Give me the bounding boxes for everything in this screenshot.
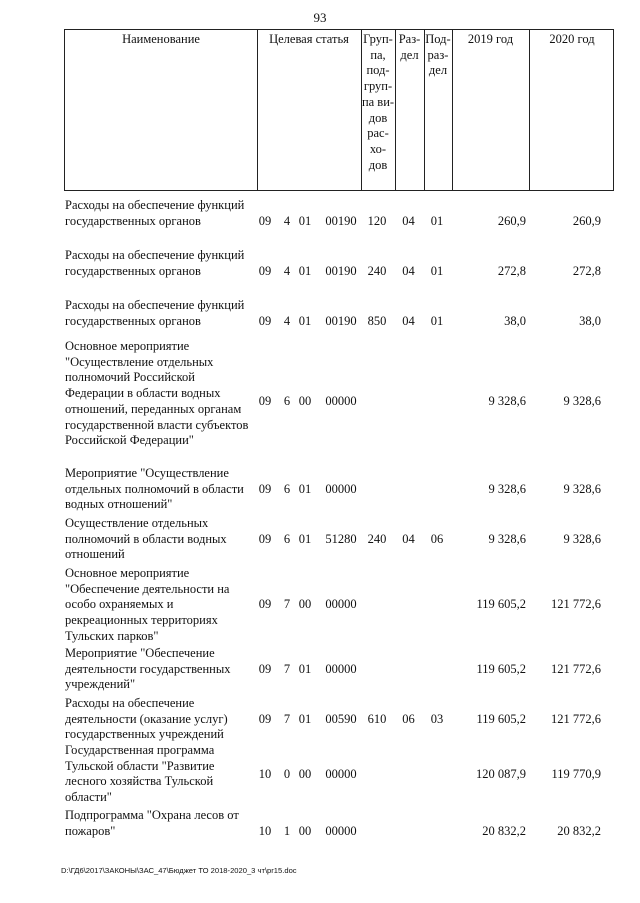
header-year-2019: 2019 год — [467, 32, 514, 46]
year-2019-amount: 9 328,6 — [488, 481, 526, 496]
row-name: Мероприятие "Обеспечение деятельности государственных учреждений" — [65, 646, 231, 692]
table-row — [64, 516, 614, 563]
table-row — [64, 743, 614, 806]
target-subprogram-code: 4 — [283, 263, 291, 278]
target-event-code: 01 — [298, 313, 312, 328]
target-program-code: 09 — [258, 661, 272, 676]
header-section: Раз- дел — [398, 32, 421, 62]
target-direction-code: 00000 — [325, 597, 357, 612]
target-event-code: 00 — [298, 766, 312, 781]
page-number: 93 — [313, 10, 327, 25]
target-event-code: 00 — [298, 597, 312, 612]
year-2020-amount: 9 328,6 — [563, 393, 601, 408]
target-program-code: 09 — [258, 213, 272, 228]
header-expense-group: Груп- па, под- груп- па ви- дов рас- хо- дов — [361, 32, 395, 172]
year-2019-amount: 119 605,2 — [476, 711, 526, 726]
row-name: Расходы на обеспечение функций государственных органов — [65, 298, 245, 328]
table-header — [64, 29, 614, 191]
year-2020-amount: 121 772,6 — [551, 597, 601, 612]
target-direction-code: 00000 — [325, 766, 357, 781]
subsection-cell: 01 — [430, 263, 444, 278]
year-2019-amount: 9 328,6 — [488, 393, 526, 408]
target-event-code: 01 — [298, 531, 312, 546]
year-2019-amount: 38,0 — [504, 313, 526, 328]
target-event-code: 01 — [298, 481, 312, 496]
table-row — [64, 646, 614, 693]
table-row — [64, 248, 614, 279]
target-program-code: 09 — [258, 263, 272, 278]
year-2019-amount: 20 832,2 — [482, 823, 526, 838]
subsection-cell: 06 — [430, 531, 444, 546]
subsection-cell: 01 — [430, 313, 444, 328]
target-subprogram-code: 6 — [283, 481, 291, 496]
section-cell: 06 — [402, 711, 415, 726]
year-2020-amount: 121 772,6 — [551, 661, 601, 676]
row-name: Расходы на обеспечение деятельности (оказание услуг) государственных учреждений — [65, 696, 228, 742]
row-name: Основное мероприятие "Обеспечение деятельности на особо охраняемых и рекреационных территориях Тульских парков" — [65, 566, 230, 643]
subsection-cell: 03 — [430, 711, 444, 726]
expense-group-cell: 240 — [367, 531, 387, 546]
target-subprogram-code: 7 — [283, 661, 291, 676]
expense-group-cell: 240 — [367, 263, 387, 278]
year-2019-amount: 9 328,6 — [488, 531, 526, 546]
year-2020-amount: 38,0 — [579, 313, 601, 328]
target-event-code: 00 — [298, 393, 312, 408]
table-row — [64, 466, 614, 513]
target-subprogram-code: 4 — [283, 213, 291, 228]
year-2020-amount: 272,8 — [572, 263, 601, 278]
target-program-code: 09 — [258, 597, 272, 612]
section-cell: 04 — [402, 213, 415, 228]
target-event-code: 01 — [298, 263, 312, 278]
year-2019-amount: 119 605,2 — [476, 597, 526, 612]
row-name: Расходы на обеспечение функций государственных органов — [65, 198, 245, 228]
row-name: Основное мероприятие "Осуществление отдельных полномочий Российской Федерации в области водных отношений, переданных органам государственной власти субъектов Российской Федерации" — [65, 339, 249, 448]
year-2020-amount: 119 770,9 — [551, 766, 601, 781]
target-program-code: 09 — [258, 481, 272, 496]
target-subprogram-code: 4 — [283, 313, 291, 328]
section-cell: 04 — [402, 313, 415, 328]
year-2020-amount: 260,9 — [572, 213, 601, 228]
target-subprogram-code: 6 — [283, 531, 291, 546]
row-name: Расходы на обеспечение функций государственных органов — [65, 248, 245, 278]
year-2019-amount: 120 087,9 — [476, 766, 526, 781]
target-event-code: 01 — [298, 711, 312, 726]
target-direction-code: 00190 — [325, 263, 357, 278]
target-direction-code: 00000 — [325, 661, 357, 676]
column-divider — [257, 30, 258, 190]
year-2020-amount: 20 832,2 — [557, 823, 601, 838]
table-row — [64, 808, 614, 839]
expense-group-cell: 610 — [367, 711, 387, 726]
target-subprogram-code: 6 — [283, 393, 291, 408]
target-direction-code: 00190 — [325, 313, 357, 328]
table-row — [64, 198, 614, 229]
target-subprogram-code: 7 — [283, 711, 291, 726]
table-row — [64, 696, 614, 743]
target-direction-code: 51280 — [325, 531, 357, 546]
target-program-code: 09 — [258, 313, 272, 328]
row-name: Мероприятие "Осуществление отдельных полномочий в области водных отношений" — [65, 466, 244, 512]
column-divider — [529, 30, 530, 190]
column-divider — [452, 30, 453, 190]
target-event-code: 01 — [298, 661, 312, 676]
expense-group-cell: 850 — [367, 313, 387, 328]
row-name: Осуществление отдельных полномочий в области водных отношений — [65, 516, 227, 562]
header-target-article: Целевая статья — [269, 32, 349, 46]
subsection-cell: 01 — [430, 213, 444, 228]
target-direction-code: 00190 — [325, 213, 357, 228]
row-name: Государственная программа Тульской области "Развитие лесного хозяйства Тульской области" — [65, 743, 215, 805]
year-2020-amount: 9 328,6 — [563, 481, 601, 496]
section-cell: 04 — [402, 263, 415, 278]
target-direction-code: 00000 — [325, 823, 357, 838]
year-2020-amount: 9 328,6 — [563, 531, 601, 546]
header-name: Наименование — [122, 32, 200, 46]
target-program-code: 10 — [258, 766, 272, 781]
file-path-footer: D:\ГД6\2017\ЗАКОНЫ\ЗАС_47\Бюджет ТО 2018-2020_3 чт\pr15.doc — [61, 866, 297, 875]
year-2020-amount: 121 772,6 — [551, 711, 601, 726]
target-subprogram-code: 1 — [283, 823, 291, 838]
year-2019-amount: 260,9 — [497, 213, 526, 228]
expense-group-cell: 120 — [367, 213, 387, 228]
target-program-code: 09 — [258, 531, 272, 546]
header-subsection: Под- раз- дел — [425, 32, 451, 78]
target-program-code: 09 — [258, 711, 272, 726]
target-program-code: 10 — [258, 823, 272, 838]
table-row — [64, 339, 614, 465]
table-row — [64, 566, 614, 645]
target-subprogram-code: 0 — [283, 766, 291, 781]
table-row — [64, 298, 614, 329]
row-name: Подпрограмма "Охрана лесов от пожаров" — [65, 808, 239, 838]
target-subprogram-code: 7 — [283, 597, 291, 612]
header-year-2020: 2020 год — [549, 32, 595, 46]
year-2019-amount: 119 605,2 — [476, 661, 526, 676]
year-2019-amount: 272,8 — [497, 263, 526, 278]
target-event-code: 01 — [298, 213, 312, 228]
target-program-code: 09 — [258, 393, 272, 408]
target-direction-code: 00000 — [325, 481, 357, 496]
target-direction-code: 00000 — [325, 393, 357, 408]
target-event-code: 00 — [298, 823, 312, 838]
target-direction-code: 00590 — [325, 711, 357, 726]
section-cell: 04 — [402, 531, 415, 546]
